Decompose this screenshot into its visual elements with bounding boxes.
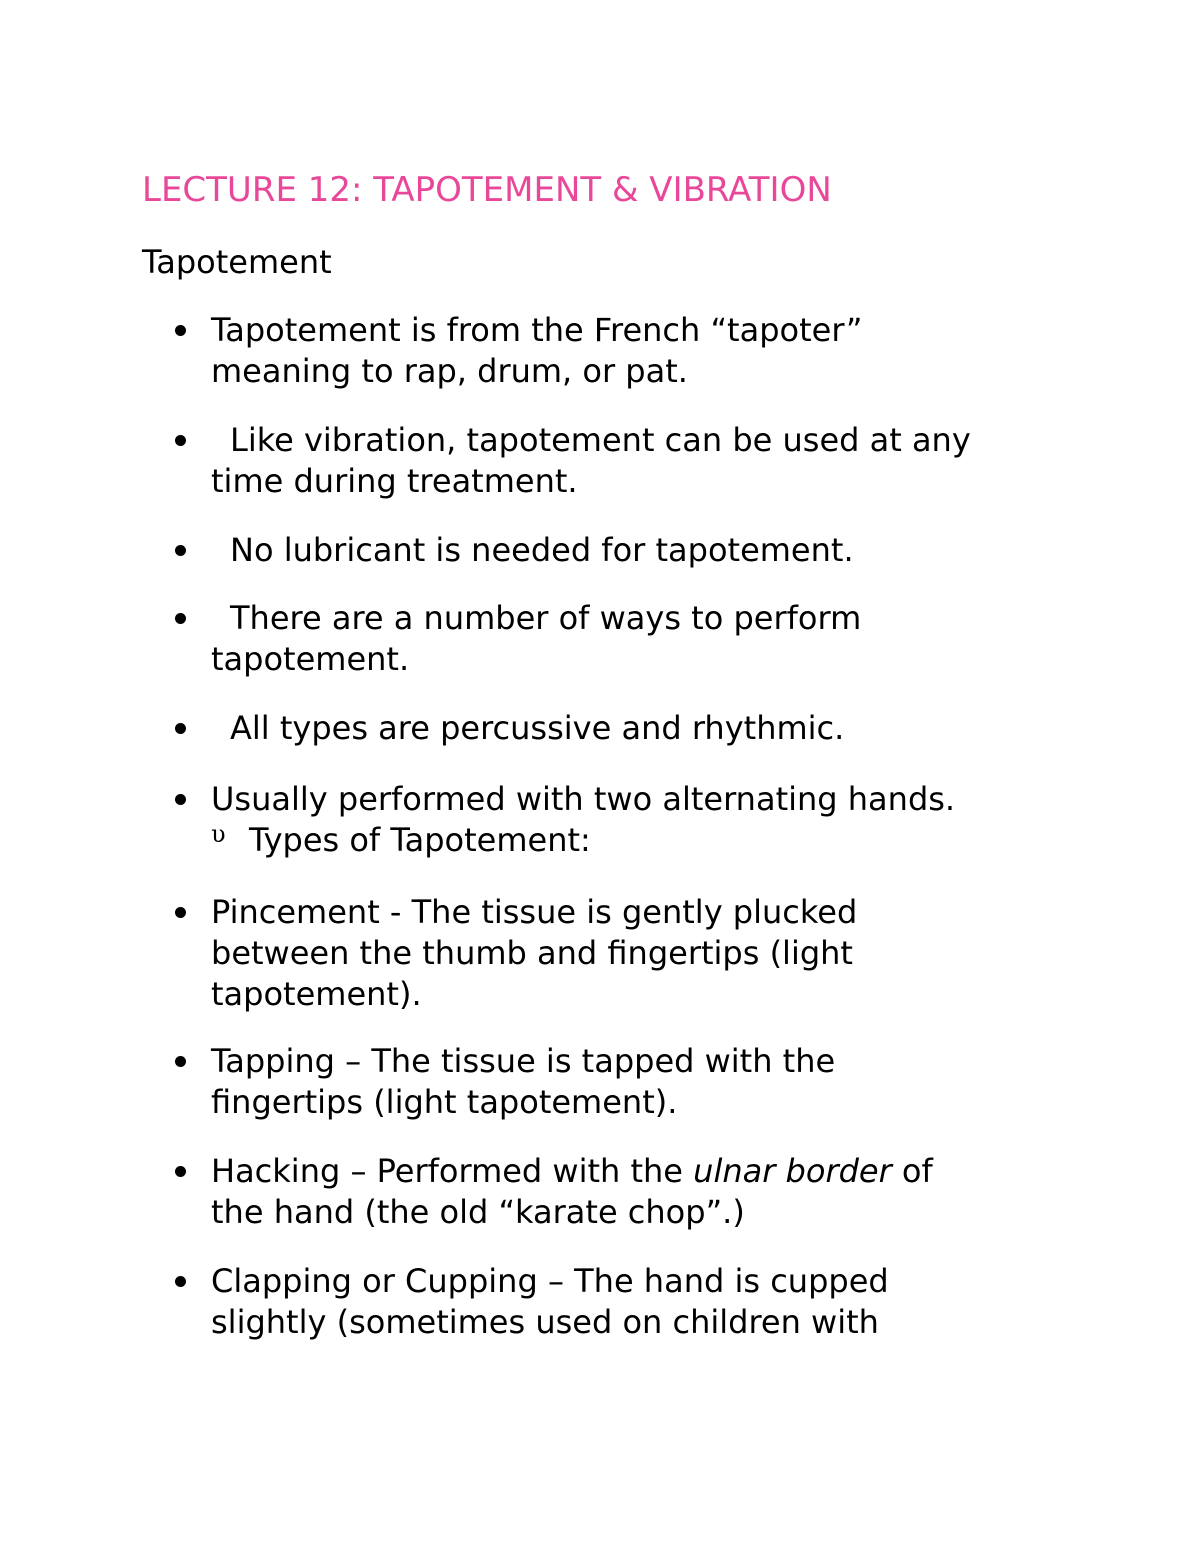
bullet-icon [175,545,186,556]
list-item [211,1261,1091,1343]
sub-heading: Types of Tapotement: [249,821,591,859]
item-line: meaning to rap, drum, or pat. [211,352,688,390]
item-line: Tapping – The tissue is tapped with the [211,1042,836,1080]
bullet-icon [175,1166,186,1177]
item-line: Like vibration, tapotement can be used at any [230,421,971,459]
item-line: Clapping or Cupping – The hand is cupped [211,1262,889,1300]
bullet-icon [175,907,186,918]
item-line: the hand (the old “karate chop”.) [211,1193,745,1231]
bullet-icon [175,1276,186,1287]
item-text: of [891,1152,933,1190]
list-item [211,779,1091,861]
item-line: slightly (sometimes used on children with [211,1303,879,1341]
list-item [211,1041,1091,1123]
list-item [211,530,1091,571]
item-line: between the thumb and fingertips (light [211,934,853,972]
bullet-icon [175,613,186,624]
list-item [211,1151,1091,1233]
bullet-icon [175,723,186,734]
upsilon-icon: υ [211,820,226,848]
lecture-title: LECTURE 12: TAPOTEMENT & VIBRATION [142,170,832,210]
list-item [211,598,1091,680]
item-text: Hacking – Performed with the [211,1152,694,1190]
italic-term: ulnar border [693,1152,892,1190]
sub-line [211,820,1091,861]
bullet-icon [175,1056,186,1067]
bullet-icon [175,435,186,446]
item-line [211,1151,1091,1192]
item-line: No lubricant is needed for tapotement. [230,531,854,569]
item-line: tapotement). [211,975,422,1013]
item-line: There are a number of ways to perform [230,599,862,637]
item-line: All types are percussive and rhythmic. [230,709,845,747]
list-item [211,420,1091,502]
item-line: Usually performed with two alternating hands. [211,780,956,818]
item-line: fingertips (light tapotement). [211,1083,678,1121]
bullet-icon [175,325,186,336]
item-line: Tapotement is from the French “tapoter” [211,311,863,349]
item-line: Pincement - The tissue is gently plucked [211,893,858,931]
bullet-icon [175,794,186,805]
item-line: tapotement. [211,640,410,678]
section-heading: Tapotement [142,243,332,281]
list-item [211,310,1091,392]
item-line: time during treatment. [211,462,578,500]
list-item [211,892,1091,1015]
list-item [211,708,1091,749]
